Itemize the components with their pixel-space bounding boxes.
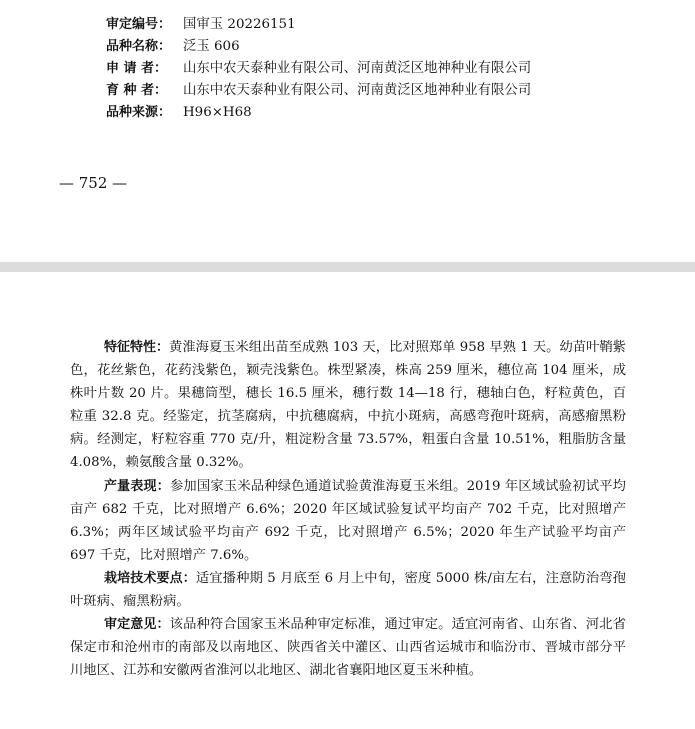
variety-description xyxy=(70,336,626,682)
approval-opinion-text: 该品种符合国家玉米品种审定标准，通过审定。适宜河南省、山东省、河北省保定市和沧州市的南部及以南地区、陕西省关中灌区、山西省运城市和临汾市、晋城市部分平川地区、江苏和安徽两省淮河以北地区、湖北省襄阳地区夏玉米种植。 xyxy=(70,617,626,679)
approval-number-row xyxy=(106,14,686,36)
characteristics-label: 特征特性： xyxy=(104,340,170,355)
cultivation-text: 适宜播种期 5 月底至 6 月上中旬，密度 5000 株/亩左右，注意防治弯孢叶斑病、瘤黑粉病。 xyxy=(70,570,626,610)
variety-source-label: 品种来源： xyxy=(106,105,172,120)
yield-paragraph xyxy=(70,475,626,567)
approval-opinion-paragraph xyxy=(70,613,626,682)
approval-number-value: 国审玉 20226151 xyxy=(183,17,296,32)
characteristics-paragraph xyxy=(70,336,626,475)
applicant-value: 山东中农天泰种业有限公司、河南黄泛区地神种业有限公司 xyxy=(183,61,532,76)
variety-name-label: 品种名称： xyxy=(106,39,172,54)
characteristics-text: 黄淮海夏玉米组出苗至成熟 103 天，比对照郑单 958 早熟 1 天。幼苗叶鞘紫色，花丝紫色，花药浅紫色，颖壳浅紫色。株型紧凑，株高 259 厘米，穗位高 104 厘米，成株叶片数 20 片。果穗筒型，穗长 16.5 厘米，穗行数 14—18 行，穗轴白色，籽粒黄色，百粒重 32.8 克。经鉴定，抗茎腐病，中抗穗腐病，中抗小斑病，高感弯孢叶斑病，高感瘤黑粉病。经测定，籽粒容重 770 克/升，粗淀粉含量 73.57%，粗蛋白含量 10.51%，粗脂肪含量 4.08%，赖氨酸含量 0.32%。 xyxy=(70,340,626,471)
breeder-row xyxy=(106,80,686,102)
variety-name-value: 泛玉 606 xyxy=(183,39,240,54)
applicant-row xyxy=(106,58,686,80)
page-separator xyxy=(0,262,695,272)
yield-text: 参加国家玉米品种绿色通道试验黄淮海夏玉米组。2019 年区域试验初试平均亩产 682 千克，比对照增产 6.6%；2020 年区域试验复试平均亩产 702 千克，比对照增产 6.3%；两年区域试验平均亩产 692 千克，比对照增产 6.5%；2020 年生产试验平均亩产 697 千克，比对照增产 7.6%。 xyxy=(70,478,626,563)
variety-info-block xyxy=(106,14,686,124)
approval-number-label: 审定编号： xyxy=(106,17,172,32)
lower-page xyxy=(0,272,695,729)
variety-source-value: H96×H68 xyxy=(183,105,252,120)
cultivation-label: 栽培技术要点： xyxy=(104,570,196,586)
variety-name-row xyxy=(106,36,686,58)
breeder-label: 育 种 者： xyxy=(106,83,168,98)
approval-opinion-label: 审定意见： xyxy=(104,617,170,633)
cultivation-paragraph xyxy=(70,567,626,613)
variety-source-row xyxy=(106,102,686,124)
upper-page xyxy=(0,0,695,262)
applicant-label: 申 请 者： xyxy=(106,61,168,76)
yield-label: 产量表现： xyxy=(104,478,170,494)
page-number: — 752 — xyxy=(59,174,128,192)
breeder-value: 山东中农天泰种业有限公司、河南黄泛区地神种业有限公司 xyxy=(183,83,532,98)
